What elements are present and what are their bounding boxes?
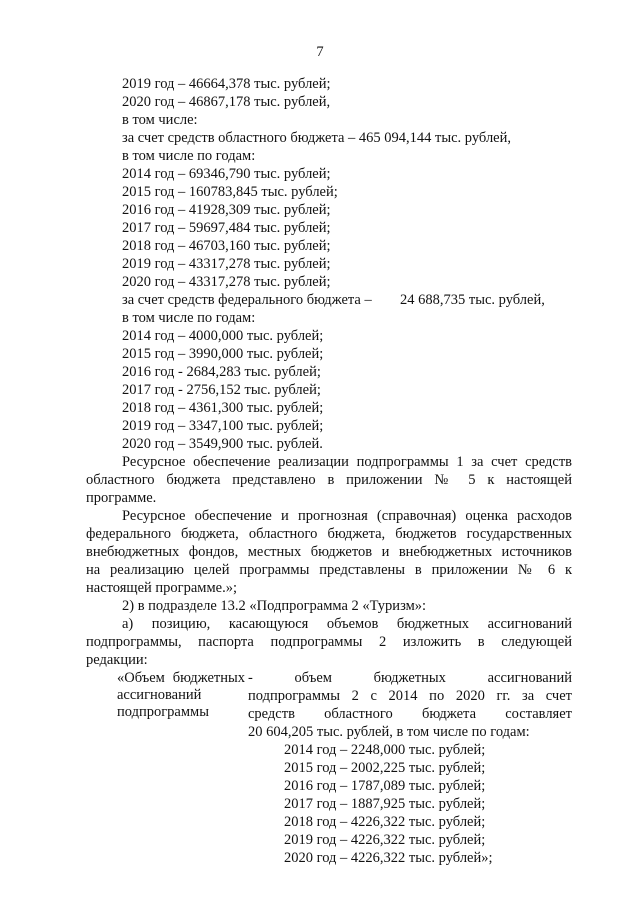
passport-right-line: 20 604,205 тыс. рублей, в том числе по годам: <box>248 724 530 740</box>
passport-left-cell <box>117 670 245 721</box>
by-years-label: в том числе по годам: <box>122 310 256 326</box>
item-a-line: а) позицию, касающуюся объемов бюджетных ассигнований <box>122 616 572 632</box>
tourism-year-line: 2019 год – 4226,322 тыс. рублей; <box>284 832 486 848</box>
federal-budget-value: 24 688,735 тыс. рублей, <box>400 292 545 308</box>
paragraph-line: внебюджетных фондов, местных бюджетов и внебюджетных источников <box>86 544 572 560</box>
tourism-year-line: 2020 год – 4226,322 тыс. рублей»; <box>284 850 493 866</box>
page-number: 7 <box>316 44 324 60</box>
paragraph-line: программе. <box>86 490 157 506</box>
federal-year-line: 2015 год – 3990,000 тыс. рублей; <box>122 346 324 362</box>
federal-year-line: 2014 год – 4000,000 тыс. рублей; <box>122 328 324 344</box>
item-a-line: редакции: <box>86 652 148 668</box>
item-2-heading: 2) в подразделе 13.2 «Подпрограмма 2 «Туризм»: <box>122 598 427 614</box>
paragraph-line: областного бюджета представлено в приложении № 5 к настоящей <box>86 472 572 488</box>
regional-year-line: 2017 год – 59697,484 тыс. рублей; <box>122 220 331 236</box>
paragraph-line: Ресурсное обеспечение и прогнозная (справочная) оценка расходов <box>122 508 572 524</box>
federal-year-line: 2016 год - 2684,283 тыс. рублей; <box>122 364 321 380</box>
federal-budget-label: за счет средств федерального бюджета – <box>122 292 372 308</box>
passport-right-line: подпрограммы 2 с 2014 по 2020 гг. за счет <box>248 688 572 704</box>
regional-budget-line: за счет средств областного бюджета – 465 094,144 тыс. рублей, <box>122 130 512 146</box>
regional-year-line: 2018 год – 46703,160 тыс. рублей; <box>122 238 331 254</box>
regional-year-line: 2020 год – 43317,278 тыс. рублей; <box>122 274 331 290</box>
regional-year-line: 2015 год – 160783,845 тыс. рублей; <box>122 184 338 200</box>
tourism-year-line: 2018 год – 4226,322 тыс. рублей; <box>284 814 486 830</box>
regional-year-line: 2014 год – 69346,790 тыс. рублей; <box>122 166 331 182</box>
passport-left-line: «Объем бюджетных <box>117 670 245 686</box>
passport-right-line: - объем бюджетных ассигнований <box>248 670 572 686</box>
item-a-line: подпрограммы, паспорта подпрограммы 2 изложить в следующей <box>86 634 572 650</box>
federal-year-line: 2017 год - 2756,152 тыс. рублей; <box>122 382 321 398</box>
federal-year-line: 2020 год – 3549,900 тыс. рублей. <box>122 436 323 452</box>
federal-year-line: 2018 год – 4361,300 тыс. рублей; <box>122 400 324 416</box>
head-year-2020: 2020 год – 46867,178 тыс. рублей, <box>122 94 331 110</box>
tourism-year-line: 2015 год – 2002,225 тыс. рублей; <box>284 760 486 776</box>
head-year-2019: 2019 год – 46664,378 тыс. рублей; <box>122 76 331 92</box>
by-years-label: в том числе по годам: <box>122 148 256 164</box>
regional-year-line: 2019 год – 43317,278 тыс. рублей; <box>122 256 331 272</box>
federal-year-line: 2019 год – 3347,100 тыс. рублей; <box>122 418 324 434</box>
tourism-year-line: 2017 год – 1887,925 тыс. рублей; <box>284 796 486 812</box>
paragraph-line: на реализацию целей программы представлены в приложении № 6 к <box>86 562 572 578</box>
paragraph-line: федерального бюджета, областного бюджета, бюджетов государственных <box>86 526 572 542</box>
paragraph-line: Ресурсное обеспечение реализации подпрограммы 1 за счет средств <box>122 454 572 470</box>
passport-right-line: средств областного бюджета составляет <box>248 706 572 722</box>
tourism-year-line: 2016 год – 1787,089 тыс. рублей; <box>284 778 486 794</box>
regional-year-line: 2016 год – 41928,309 тыс. рублей; <box>122 202 331 218</box>
paragraph-line: настоящей программе.»; <box>86 580 237 596</box>
tourism-year-line: 2014 год – 2248,000 тыс. рублей; <box>284 742 486 758</box>
in-total-label: в том числе: <box>122 112 198 128</box>
passport-left-line: подпрограммы <box>117 704 209 720</box>
passport-left-line: ассигнований <box>117 687 202 703</box>
